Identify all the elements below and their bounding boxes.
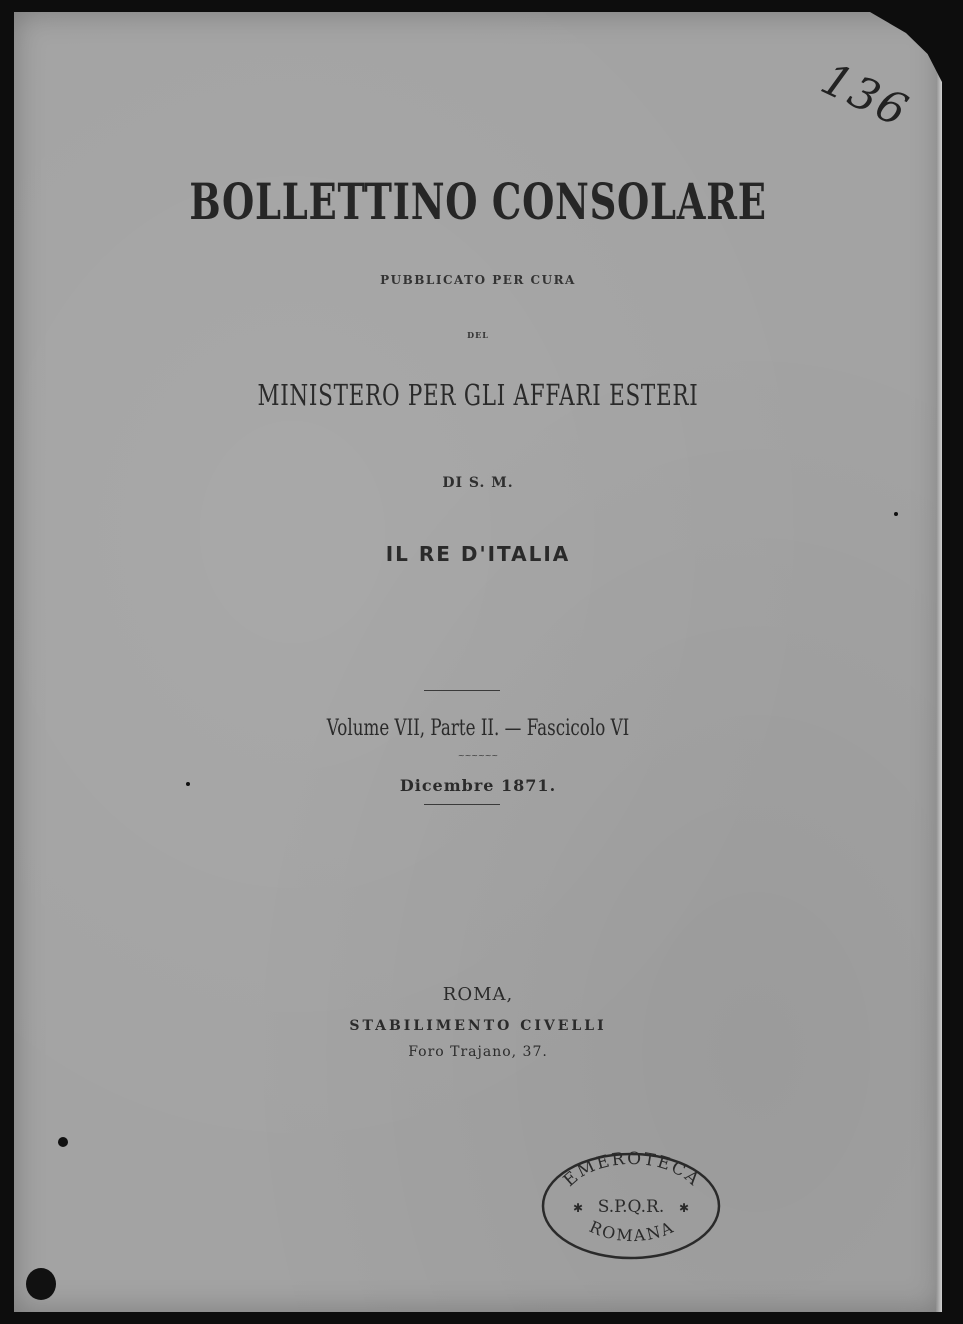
city-line: ROMA, bbox=[442, 984, 514, 1005]
del-line: DEL bbox=[467, 330, 489, 340]
ministry-line: MINISTERO PER GLI AFFARI ESTERI bbox=[257, 378, 699, 412]
divider-bottom bbox=[424, 804, 500, 805]
svg-text:ROMANA bbox=[587, 1217, 678, 1245]
document-page bbox=[14, 12, 942, 1312]
document-title: BOLLETTINO CONSOLARE bbox=[189, 172, 767, 231]
ink-blot bbox=[58, 1137, 68, 1147]
ink-blot bbox=[894, 512, 898, 516]
page-edge bbox=[936, 12, 942, 1312]
stamp-bottom-text: ROMANA bbox=[586, 1217, 678, 1246]
issue-line: Volume VII, Parte II. — Fascicolo VI bbox=[326, 716, 630, 741]
divider-top bbox=[424, 690, 500, 691]
star-icon: ✱ bbox=[572, 1201, 584, 1215]
ink-blot bbox=[26, 1268, 56, 1300]
king-line: IL RE D'ITALIA bbox=[385, 542, 571, 566]
stamp-top-text: EMEROTECA bbox=[559, 1148, 705, 1191]
address-line: Foro Trajano, 37. bbox=[408, 1044, 548, 1060]
svg-text:EMEROTECA bbox=[560, 1149, 704, 1191]
published-for-line: PUBBLICATO PER CURA bbox=[380, 273, 576, 287]
issue-ornament: ~~~~~~ bbox=[457, 751, 499, 760]
majesty-line: DI S. M. bbox=[442, 475, 514, 491]
stamp-middle-text: S.P.Q.R. bbox=[597, 1197, 665, 1217]
publisher-line: STABILIMENTO CIVELLI bbox=[349, 1018, 607, 1034]
library-stamp bbox=[538, 1148, 724, 1264]
handwritten-number: 136 bbox=[813, 53, 917, 138]
star-icon: ✱ bbox=[678, 1201, 690, 1215]
ink-blot bbox=[186, 782, 190, 786]
issue-date: Dicembre 1871. bbox=[399, 776, 557, 795]
